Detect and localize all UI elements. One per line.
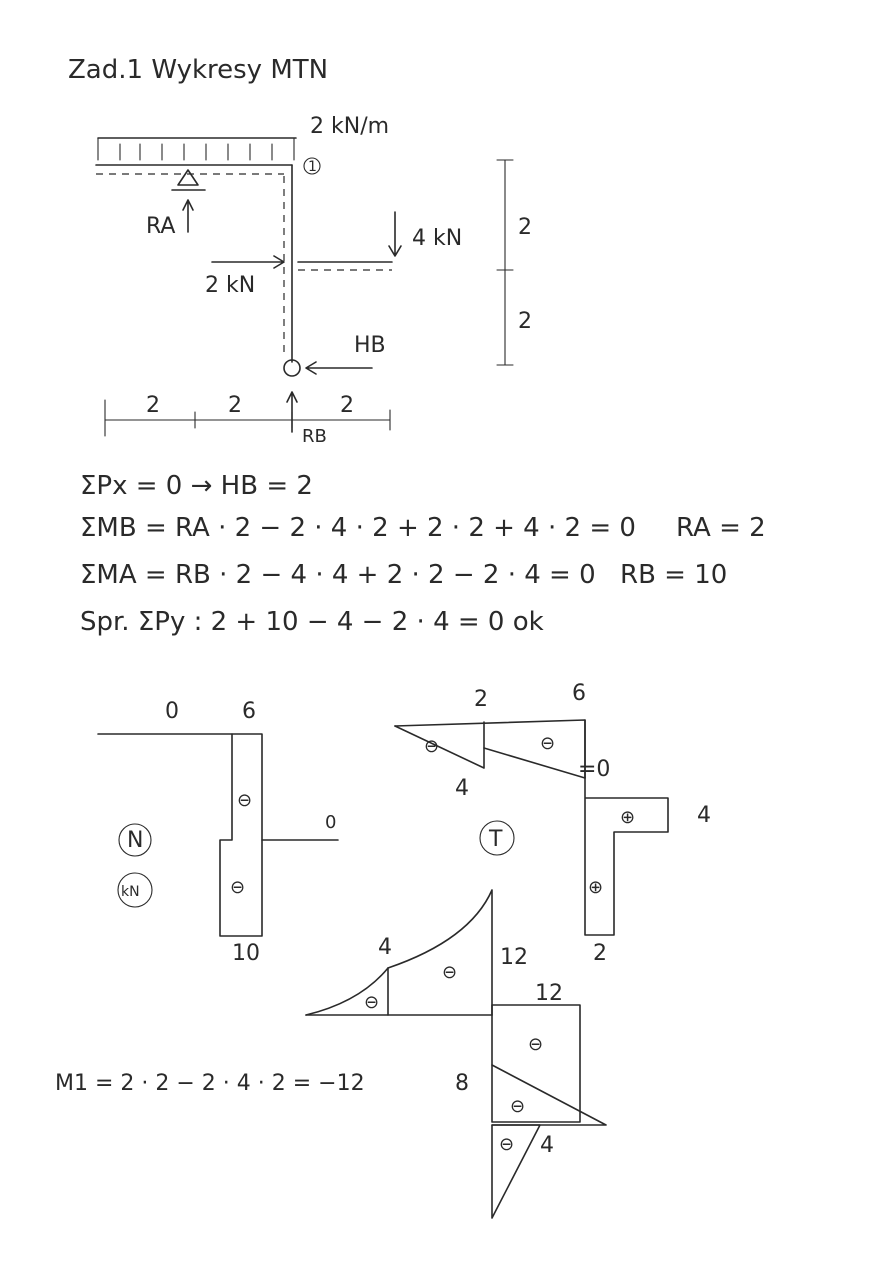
m-value-bottom: 4 — [540, 1133, 554, 1158]
t-value-bottom: 2 — [593, 941, 607, 966]
dim-v-1: 2 — [518, 215, 532, 240]
dim-h-2: 2 — [228, 393, 242, 418]
t-sign-3: ⊕ — [620, 807, 636, 828]
beam-schematic — [96, 114, 532, 447]
reaction-a-arrow — [183, 200, 193, 232]
m-sign-1: ⊖ — [364, 992, 380, 1013]
load-label: 2 kN/m — [310, 114, 390, 139]
diagram-t — [395, 681, 711, 966]
t-value-top-left: 2 — [474, 687, 488, 712]
m-value-right-top: 12 — [535, 981, 563, 1006]
page-title: Zad.1 Wykresy MTN — [68, 55, 329, 85]
m-sign-5: ⊖ — [499, 1134, 515, 1155]
node-1-label: 1 — [308, 159, 317, 175]
diagram-m — [306, 890, 606, 1218]
n-diagram-shape — [220, 734, 262, 936]
t-sign-4: ⊕ — [588, 877, 604, 898]
equations — [80, 471, 766, 637]
equation-1: ΣPx = 0 → HB = 2 — [80, 471, 313, 501]
t-value-right: 4 — [697, 803, 711, 828]
n-sign-lower: ⊖ — [230, 877, 246, 898]
reaction-rb-label: RB — [302, 426, 327, 447]
n-unit: kN — [121, 884, 140, 900]
force-p-label: 4 kN — [412, 226, 463, 251]
reaction-hb-label: HB — [354, 333, 386, 358]
dimension-line-vertical — [497, 160, 513, 365]
result-ra: RA = 2 — [676, 513, 766, 543]
n-value-top: 6 — [242, 699, 256, 724]
equation-4: Spr. ΣPy : 2 + 10 − 4 − 2 · 4 = 0 ok — [80, 607, 544, 637]
reaction-a-label: RA — [146, 214, 176, 239]
moment-note: M1 = 2 · 2 − 2 · 4 · 2 = −12 — [55, 1071, 365, 1096]
t-triangle-left — [395, 722, 484, 768]
equation-3: ΣMA = RB · 2 − 4 · 4 + 2 · 2 − 2 · 4 = 0 — [80, 560, 596, 590]
equation-2: ΣMB = RA · 2 − 2 · 4 · 2 + 2 · 2 + 4 · 2 = 0 — [80, 513, 636, 543]
dim-h-1: 2 — [146, 393, 160, 418]
m-value-column-top: 12 — [500, 945, 528, 970]
dim-v-2: 2 — [518, 309, 532, 334]
t-label: T — [489, 827, 503, 852]
m-sign-4: ⊖ — [510, 1096, 526, 1117]
force-p-arrow — [389, 212, 401, 256]
m-value-left: 4 — [378, 935, 392, 960]
load-arrows — [98, 138, 294, 160]
n-value-left-zero: 0 — [165, 699, 179, 724]
force-h-arrow — [212, 256, 284, 268]
support-a — [172, 170, 205, 190]
n-value-bottom: 10 — [232, 941, 260, 966]
t-value-top-right: 6 — [572, 681, 586, 706]
m-curve-right — [388, 890, 492, 1015]
dim-h-3: 2 — [340, 393, 354, 418]
reaction-hb-arrow — [306, 362, 372, 374]
diagram-n — [98, 699, 338, 966]
n-label: N — [127, 828, 144, 853]
n-value-right-zero: 0 — [325, 812, 337, 833]
t-triangle-right — [484, 748, 585, 778]
result-rb: RB = 10 — [620, 560, 728, 590]
t-sign-1: ⊖ — [424, 736, 440, 757]
t-value-zero: =0 — [578, 757, 611, 782]
m-sign-3: ⊖ — [528, 1034, 544, 1055]
m-value-left-low: 8 — [455, 1071, 469, 1096]
force-h-label: 2 kN — [205, 273, 256, 298]
t-sign-2: ⊖ — [540, 733, 556, 754]
n-sign-upper: ⊖ — [237, 790, 253, 811]
m-sign-2: ⊖ — [442, 962, 458, 983]
t-value-left-low: 4 — [455, 776, 469, 801]
